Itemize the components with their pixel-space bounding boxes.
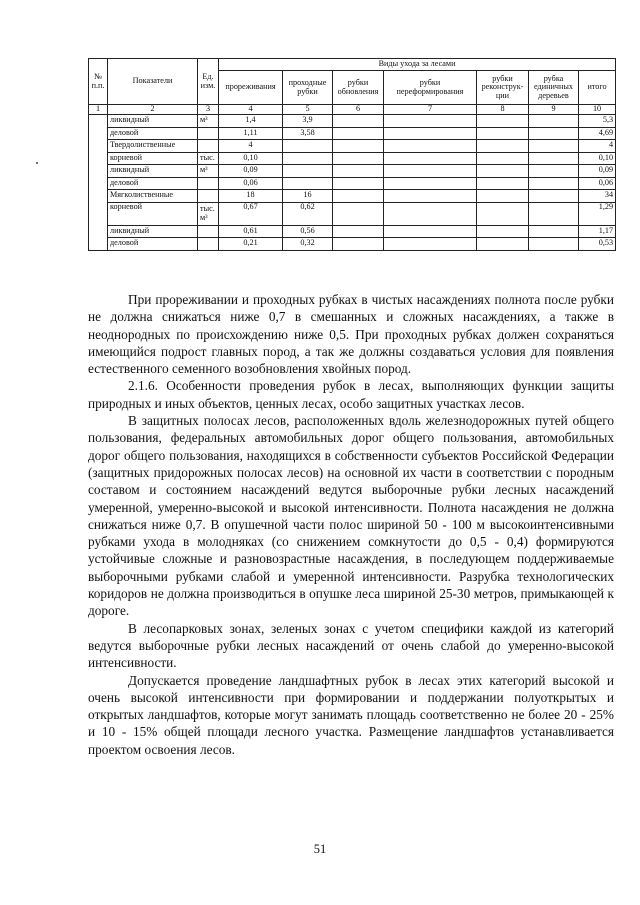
- col-number: 4: [219, 105, 283, 115]
- paragraph: При прореживании и проходных рубках в чистых насаждениях полнота после рубки не должна снижаться ниже 0,7 в смешанных и сложных насаждениях, а также в неоднородных по происхождению ниже 0,5. При проходных рубках должен сохраняться имеющийся подрост главных пород, а так же должны создаваться условия для появления естественного семенного возобновления хвойных пород.: [88, 292, 614, 377]
- cell-passage: 0,62: [283, 202, 333, 225]
- cell-empty: [333, 177, 384, 190]
- row-num-cell: [89, 115, 108, 251]
- cell-thinning: 4: [219, 140, 283, 153]
- row-unit: тыс.: [198, 152, 219, 165]
- col-header-thinning: прореживания: [219, 71, 283, 105]
- cell-total: 34: [579, 190, 616, 203]
- cell-passage: [283, 165, 333, 178]
- row-label: Мягколиственные: [108, 190, 198, 203]
- row-unit: м³: [198, 115, 219, 128]
- table-number-row: [89, 105, 616, 115]
- cell-empty: [384, 127, 477, 140]
- cell-thinning: 0,67: [219, 202, 283, 225]
- cell-total: 1,17: [579, 225, 616, 238]
- cell-empty: [384, 140, 477, 153]
- col-number: 2: [108, 105, 198, 115]
- cell-thinning: 18: [219, 190, 283, 203]
- table-row: [89, 225, 616, 238]
- row-label: ликвидный: [108, 225, 198, 238]
- section-heading: 2.1.6. Особенности проведения рубок в лесах, выполняющих функции защиты природных и иных объектов, ценных лесах, особо защитных участках лесов.: [88, 378, 614, 411]
- cell-total: 0,53: [579, 238, 616, 251]
- body-text: [88, 291, 614, 758]
- cell-passage: [283, 152, 333, 165]
- row-unit: [198, 190, 219, 203]
- row-unit: тыс. м³: [198, 202, 219, 225]
- col-header-single-trees: рубка единичных деревьев: [529, 71, 579, 105]
- cell-thinning: 0,61: [219, 225, 283, 238]
- col-number: 5: [283, 105, 333, 115]
- row-label: ликвидный: [108, 165, 198, 178]
- scan-speck: [36, 162, 38, 164]
- cell-empty: [384, 225, 477, 238]
- cell-passage: [283, 177, 333, 190]
- col-header-passage: проходные рубки: [283, 71, 333, 105]
- cell-empty: [333, 190, 384, 203]
- table-row: [89, 202, 616, 225]
- cell-empty: [384, 165, 477, 178]
- row-unit: [198, 238, 219, 251]
- row-label: ликвидный: [108, 115, 198, 128]
- cell-empty: [477, 127, 529, 140]
- table-row: [89, 152, 616, 165]
- table-row: [89, 238, 616, 251]
- col-header-reformation: рубки переформирования: [384, 71, 477, 105]
- cell-empty: [529, 127, 579, 140]
- col-number: 7: [384, 105, 477, 115]
- cell-empty: [477, 238, 529, 251]
- cell-empty: [477, 115, 529, 128]
- cell-empty: [384, 152, 477, 165]
- col-number: 9: [529, 105, 579, 115]
- cell-passage: 3,58: [283, 127, 333, 140]
- col-number: 6: [333, 105, 384, 115]
- cell-passage: 16: [283, 190, 333, 203]
- col-number: 1: [89, 105, 108, 115]
- cell-empty: [529, 165, 579, 178]
- cell-total: 0,10: [579, 152, 616, 165]
- cell-total: 1,29: [579, 202, 616, 225]
- paragraph: Допускается проведение ландшафтных рубок в лесах этих категорий высокой и очень высокой интенсивности при формировании и поддержании полуоткрытых и открытых ландшафтов, которые могут занимать площадь соответственно не более 20 - 25% и 10 - 15% общей площади лесного участка. Размещение ландшафтов устанавливается проектом освоения лесов.: [88, 672, 614, 757]
- row-label: Твердолиственные: [108, 140, 198, 153]
- cell-empty: [529, 238, 579, 251]
- row-unit: [198, 140, 219, 153]
- cell-total: 0,09: [579, 165, 616, 178]
- paragraph: В лесопарковых зонах, зеленых зонах с учетом специфики каждой из категорий ведутся выборочные рубки лесных насаждений от очень слабой до умеренно-высокой интенсивности.: [88, 620, 614, 671]
- table-row: [89, 115, 616, 128]
- col-header-group: Виды ухода за лесами: [219, 59, 616, 71]
- cell-empty: [333, 115, 384, 128]
- row-unit: [198, 177, 219, 190]
- cell-empty: [477, 190, 529, 203]
- cell-empty: [333, 140, 384, 153]
- table-row: [89, 140, 616, 153]
- cell-empty: [477, 177, 529, 190]
- table-header-row-1: [89, 59, 616, 71]
- cell-empty: [529, 140, 579, 153]
- cell-empty: [477, 202, 529, 225]
- cell-empty: [333, 127, 384, 140]
- row-label: корневой: [108, 152, 198, 165]
- cell-total: 0,06: [579, 177, 616, 190]
- cell-empty: [477, 165, 529, 178]
- cell-empty: [529, 202, 579, 225]
- cell-thinning: 0,09: [219, 165, 283, 178]
- col-header-num: № п.п.: [89, 59, 108, 105]
- cell-empty: [529, 177, 579, 190]
- col-number: 8: [477, 105, 529, 115]
- cell-thinning: 0,10: [219, 152, 283, 165]
- row-unit: [198, 127, 219, 140]
- col-header-unit: Ед. изм.: [198, 59, 219, 105]
- cell-passage: [283, 140, 333, 153]
- cell-empty: [333, 238, 384, 251]
- cell-total: 5,3: [579, 115, 616, 128]
- cell-passage: 0,32: [283, 238, 333, 251]
- cell-empty: [529, 115, 579, 128]
- col-header-renewal: рубки обновления: [333, 71, 384, 105]
- row-label: деловой: [108, 238, 198, 251]
- cell-empty: [384, 115, 477, 128]
- cell-empty: [384, 190, 477, 203]
- cell-empty: [529, 152, 579, 165]
- cell-empty: [333, 165, 384, 178]
- cell-thinning: 0,06: [219, 177, 283, 190]
- col-header-total: итого: [579, 71, 616, 105]
- row-unit: [198, 225, 219, 238]
- cell-empty: [477, 140, 529, 153]
- cell-empty: [384, 238, 477, 251]
- col-number: 10: [579, 105, 616, 115]
- cell-thinning: 1,11: [219, 127, 283, 140]
- cell-total: 4: [579, 140, 616, 153]
- cell-empty: [333, 202, 384, 225]
- col-number: 3: [198, 105, 219, 115]
- cell-empty: [477, 225, 529, 238]
- cell-passage: 3,9: [283, 115, 333, 128]
- col-header-indicators: Показатели: [108, 59, 198, 105]
- cell-empty: [384, 177, 477, 190]
- forest-care-table: [88, 58, 616, 251]
- col-header-reconstruction: рубки реконструк-ции: [477, 71, 529, 105]
- cell-thinning: 0,21: [219, 238, 283, 251]
- cell-empty: [529, 225, 579, 238]
- row-label: корневой: [108, 202, 198, 225]
- cell-empty: [529, 190, 579, 203]
- row-label: деловой: [108, 127, 198, 140]
- row-unit: м³: [198, 165, 219, 178]
- cell-empty: [477, 152, 529, 165]
- table-row: [89, 127, 616, 140]
- cell-empty: [333, 152, 384, 165]
- table-row: [89, 165, 616, 178]
- table-row: [89, 190, 616, 203]
- table-row: [89, 177, 616, 190]
- page-number: 51: [313, 842, 327, 856]
- cell-total: 4,69: [579, 127, 616, 140]
- row-label: деловой: [108, 177, 198, 190]
- cell-passage: 0,56: [283, 225, 333, 238]
- cell-thinning: 1,4: [219, 115, 283, 128]
- cell-empty: [333, 225, 384, 238]
- cell-empty: [384, 202, 477, 225]
- paragraph: В защитных полосах лесов, расположенных вдоль железнодорожных путей общего пользования, федеральных автомобильных дорог общего пользования, автомобильных дорог общего пользования, находящихся в собственности субъектов Российской Федерации (защитных придорожных полосах лесов) на основной их части в соответствии с породным составом и состоянием насаждений ведутся выборочные рубки лесных насаждений умеренной, умеренно-высокой и высокой интенсивности. Полнота насаждения не должна снижаться ниже 0,7. В опушечной части полос шириной 50 - 100 м высокоинтенсивными рубками ухода в молодняках (со снижением сомкнутости до 0,5 - 0,4) формируются устойчивые сложные и разновозрастные насаждения, в последующем поддерживаемые выборочными рубками слабой и умеренной интенсивности. Разрубка технологических коридоров не должна производиться в опушке леса шириной 25-30 метров, примыкающей к дороге.: [88, 413, 614, 619]
